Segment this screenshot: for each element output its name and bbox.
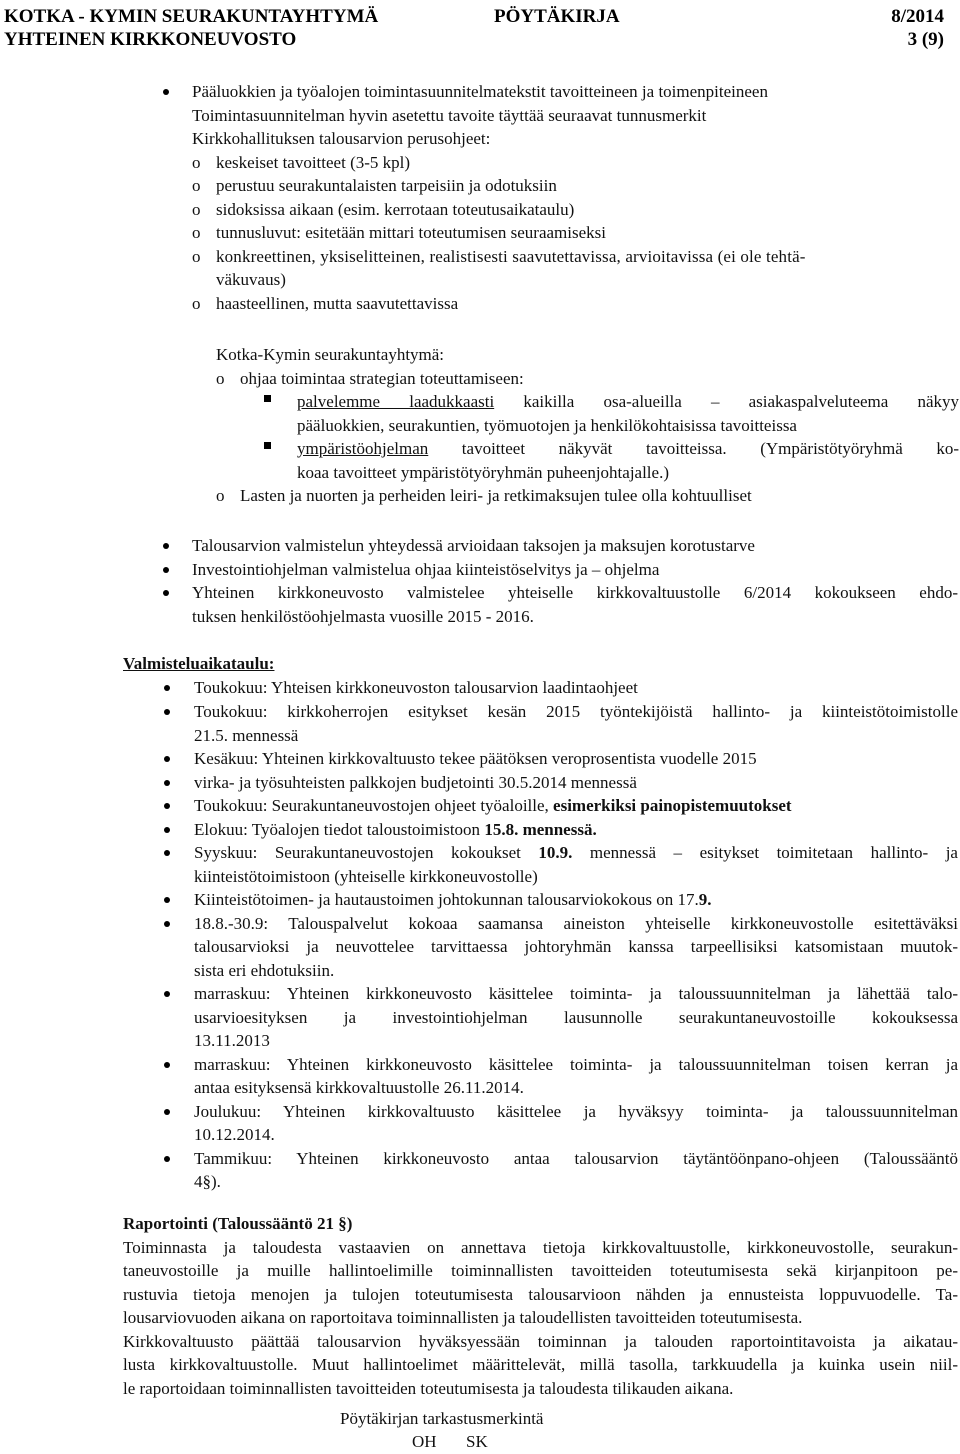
schedule-item-text: mennessä – esitykset toimitetaan hallinto- ja [572, 843, 958, 862]
footer-initials-2: SK [466, 1432, 488, 1451]
schedule-item: marraskuu: Yhteinen kirkkoneuvosto käsittelee toiminta- ja taloussuunnitelman toisen kerran ja [194, 1054, 958, 1074]
bullet-icon [164, 827, 170, 833]
bullet-icon [164, 756, 170, 762]
schedule-item-text: Elokuu: Työalojen tiedot taloustoimistoon [194, 819, 485, 839]
bullet-icon [164, 921, 170, 927]
list-item: perustuu seurakuntalaisten tarpeisiin ja odotuksiin [216, 176, 557, 195]
list-item: Lasten ja nuorten ja perheiden leiri- ja retkimaksujen tulee olla kohtuulliset [240, 486, 752, 505]
bullet-icon [164, 1062, 170, 1068]
paragraph-line: le raportoidaan toiminnallisten tavoitteiden toteutumisesta ja taloudesta tilikauden aikana. [123, 1378, 734, 1398]
bullet-icon [164, 1156, 170, 1162]
schedule-item-continuation: 13.11.2013 [194, 1031, 270, 1050]
list-item-text: kaikilla osa-alueilla – asiakaspalveluteema näkyy [494, 392, 959, 411]
paragraph-line: Kirkkovaltuusto päättää talousarvion hyväksyessään toiminnan ja talouden raportointitavoista ja aikatau- [123, 1331, 958, 1351]
schedule-item [194, 888, 712, 912]
paragraph-line: lousarviovuoden aikana on raportoitava toiminnallisten ja taloudellisten tavoitteiden toteutumisesta. [123, 1308, 803, 1327]
schedule-item [194, 818, 597, 842]
schedule-item: Toukokuu: kirkkoherrojen esitykset kesän 2015 työntekijöistä hallinto- ja kiinteistötoimistolle [194, 702, 958, 721]
list-item [297, 390, 959, 414]
schedule-item-continuation [194, 1170, 221, 1194]
list-item: haasteellinen, mutta saavutettavissa [216, 293, 459, 313]
header-page: 3 (9) [907, 29, 944, 50]
list-item-continuation: pääluokkien, seurakuntien, työmuotojen ja henkilökohtaisissa tavoitteissa [297, 415, 797, 435]
list-item: Investointiohjelman valmistelua ohjaa kiinteistöselvitys ja – ohjelma [192, 559, 660, 579]
circle-bullet-icon: o [216, 368, 225, 388]
schedule-title: Valmisteluaikataulu: [123, 654, 275, 673]
circle-bullet-icon: o [192, 246, 201, 266]
schedule-item-bold: 10.9. [538, 843, 573, 862]
bullet-icon [164, 709, 170, 715]
square-bullet-icon [264, 395, 271, 402]
list-item [297, 437, 959, 461]
schedule-item-bold: 15.8. mennessä. [484, 819, 597, 839]
schedule-item: marraskuu: Yhteinen kirkkoneuvosto käsittelee toiminta- ja taloussuunnitelman ja lähettää talo- [194, 984, 958, 1003]
schedule-item-continuation: sista eri ehdotuksiin. [194, 960, 335, 980]
bullet-icon [164, 991, 170, 997]
paragraph-line: taneuvostoille ja muille hallintoelimille toiminnallisten tavoitteiden toteutumisesta sekä kirjanpitoon pe- [123, 1261, 958, 1280]
reporting-title: Raportointi (Taloussääntö 21 §) [123, 1214, 353, 1233]
paragraph-line: Toimintasuunnitelman hyvin asetettu tavoite täyttää seuraavat tunnusmerkit [192, 105, 707, 125]
bullet-icon [163, 543, 169, 549]
circle-bullet-icon: o [192, 176, 201, 195]
circle-bullet-icon: o [192, 293, 201, 313]
schedule-item-bold: esimerkiksi painopistemuutokset [553, 796, 792, 815]
footer-label: Pöytäkirjan tarkastusmerkintä [340, 1409, 544, 1428]
bullet-icon [163, 590, 169, 596]
header-org: KOTKA - KYMIN SEURAKUNTAYHTYMÄ [4, 6, 379, 27]
paragraph-line: lusta kirkkovaltuustolle. Muut hallintoelimet määrittelevät, millä tasolla, tarkkuudella ja kuinka usein niil- [123, 1355, 958, 1374]
square-bullet-icon [264, 442, 271, 449]
bullet-icon [164, 780, 170, 786]
paragraph-line: Pääluokkien ja työalojen toimintasuunnitelmatekstit tavoitteineen ja toimenpiteineen [192, 82, 768, 101]
circle-bullet-icon: o [192, 152, 201, 172]
footer-initials-1: OH [412, 1432, 437, 1451]
schedule-item-continuation: antaa esityksensä kirkkovaltuustolle 26.11.2014. [194, 1078, 524, 1097]
paragraph-line: Toiminnasta ja taloudesta vastaavien on annettava tietoja kirkkovaltuustolle, kirkkoneuvostolle, seurakun- [123, 1237, 958, 1257]
schedule-item [194, 794, 792, 818]
schedule-item: Joulukuu: Yhteinen kirkkovaltuusto käsittelee ja hyväksyy toiminta- ja taloussuunnitelman [194, 1101, 958, 1121]
list-item-continuation: tuksen henkilöstöohjelmasta vuosille 2015 - 2016. [192, 606, 534, 626]
circle-bullet-icon: o [216, 486, 225, 505]
schedule-item-text: Toukokuu: Seurakuntaneuvostojen ohjeet työaloille, [194, 796, 554, 815]
schedule-item: Toukokuu: Yhteisen kirkkoneuvoston talousarvion laadintaohjeet [194, 678, 638, 697]
schedule-item [194, 841, 958, 865]
bullet-icon [164, 1109, 170, 1115]
header-doc-number: 8/2014 [891, 6, 944, 27]
subsection-title: Kotka-Kymin seurakuntayhtymä: [216, 345, 445, 364]
header-doc-type: PÖYTÄKIRJA [494, 6, 620, 27]
list-item-text: tavoitteet näkyvät tavoitteissa. (Ympäristötyöryhmä ko- [428, 439, 959, 458]
schedule-item: Kesäkuu: Yhteinen kirkkovaltuusto tekee päätöksen veroprosentista vuodelle 2015 [194, 749, 757, 768]
list-item: tunnusluvut: esitetään mittari toteutumisen seuraamiseksi [216, 223, 606, 242]
circle-bullet-icon: o [192, 223, 201, 242]
schedule-item-continuation: 21.5. mennessä [194, 725, 299, 745]
schedule-item-continuation: 10.12.2014. [194, 1125, 275, 1144]
underlined-term: palvelemme laadukkaasti [297, 392, 495, 411]
list-item: Talousarvion valmistelun yhteydessä arvioidaan taksojen ja maksujen korotustarve [192, 536, 755, 555]
list-item: keskeiset tavoitteet (3-5 kpl) [216, 152, 411, 172]
list-item: sidoksissa aikaan (esim. kerrotaan toteutusaikataulu) [216, 199, 575, 219]
header-body: YHTEINEN KIRKKONEUVOSTO [4, 29, 297, 50]
schedule-item-continuation: talousarvioksi ja neuvottelee tarvittaessa johtoryhmän kanssa tarpeellisiksi katsomistaan muutok- [194, 937, 958, 956]
schedule-item: 18.8.-30.9: Talouspalvelut kokoaa saamansa aineiston yhteiselle kirkkoneuvostolle esitettäväksi [194, 913, 958, 933]
schedule-item: virka- ja työsuhteisten palkkojen budjetointi 30.5.2014 mennessä [194, 772, 637, 792]
list-item-continuation: väkuvaus) [216, 270, 286, 289]
bullet-icon [164, 685, 170, 691]
list-item: konkreettinen, yksiselitteinen, realistisesti saavutettavissa, arvioitavissa (ei ole tehtä- [216, 246, 806, 266]
bullet-icon [164, 850, 170, 856]
schedule-item-text: Syyskuu: Seurakuntaneuvostojen kokoukset [194, 843, 539, 862]
schedule-item-bold: 9. [698, 890, 712, 909]
list-item-continuation: koaa tavoitteet ympäristötyöryhmän puheenjohtajalle.) [297, 462, 669, 482]
bullet-icon [164, 897, 170, 903]
bullet-icon [163, 567, 169, 573]
schedule-item-text: Kiinteistötoimen- ja hautaustoimen johtokunnan talousarviokokous on 17. [194, 890, 699, 909]
bullet-icon [164, 803, 170, 809]
schedule-item-continuation: kiinteistötoimistoon (yhteiselle kirkkoneuvostolle) [194, 866, 538, 886]
schedule-item-text: 4 [194, 1172, 203, 1191]
bullet-icon [163, 89, 169, 95]
schedule-item-continuation: usarvioesityksen ja investointiohjelman lausunnolle seurakuntaneuvostoille kokouksessa [194, 1007, 958, 1027]
paragraph-line: Kirkkohallituksen talousarvion perusohjeet: [192, 129, 491, 148]
paragraph-line: rustuvia tietoja menojen ja tulojen toteutumisesta talousarvioon nähden ja ennusteista loppuvuodelle. Ta- [123, 1284, 958, 1304]
list-item: Yhteinen kirkkoneuvosto valmistelee yhteiselle kirkkovaltuustolle 6/2014 kokoukseen ehdo- [192, 583, 958, 602]
circle-bullet-icon: o [192, 199, 201, 219]
schedule-item-text: §). [202, 1172, 221, 1191]
list-item: ohjaa toimintaa strategian toteuttamiseen: [240, 368, 524, 388]
schedule-item: Tammikuu: Yhteinen kirkkoneuvosto antaa talousarvion täytäntöönpano-ohjeen (Taloussääntö [194, 1148, 958, 1168]
underlined-term: ympäristöohjelman [297, 439, 429, 458]
